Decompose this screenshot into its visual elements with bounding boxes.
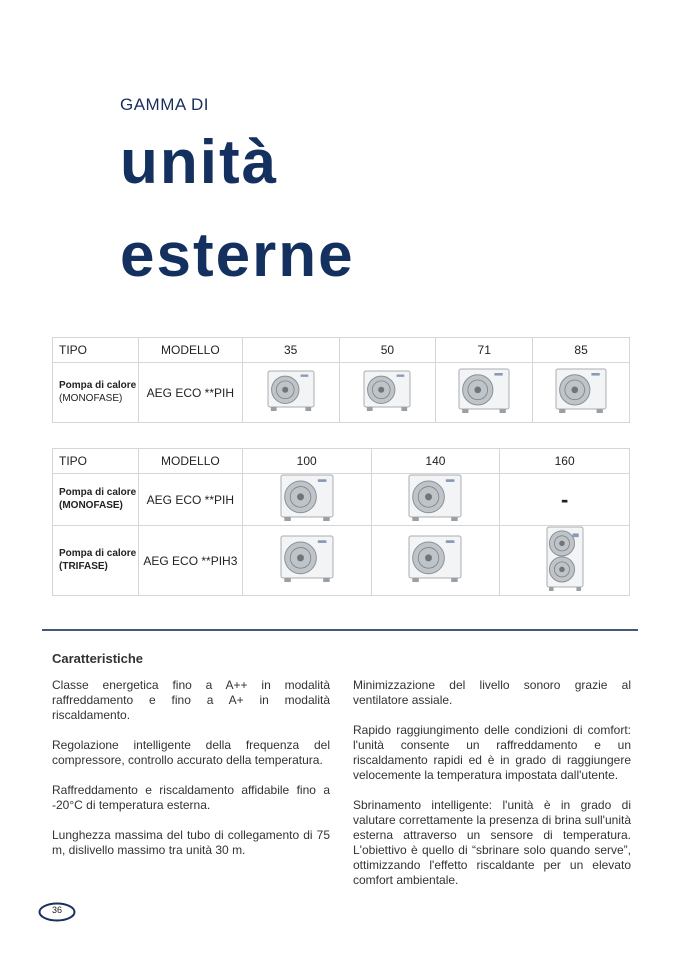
header-modello: MODELLO <box>138 449 242 474</box>
feature-paragraph: Rapido raggiungimento delle condizioni di comfort: l'unità consente un raffreddamento e un riscaldamento rapidi ed è in grado di raggiungere velocemente la temperatura impostata dall'utente. <box>353 723 631 782</box>
page-title-line-1: unità <box>120 128 279 197</box>
header-size: 50 <box>339 338 436 363</box>
feature-paragraph: Lunghezza massima del tubo di collegamento di 75 m, dislivello massimo tra unità 30 m. <box>52 828 330 857</box>
header-size: 140 <box>371 449 500 474</box>
outdoor-unit-image <box>436 363 533 423</box>
outdoor-unit-icon <box>546 526 584 595</box>
table-row <box>53 474 630 526</box>
header-size: 35 <box>242 338 339 363</box>
outdoor-unit-image <box>242 474 371 526</box>
page-number: 36 <box>51 905 62 915</box>
feature-paragraph: Minimizzazione del livello sonoro grazie al ventilatore assiale. <box>353 678 631 707</box>
header-modello: MODELLO <box>138 338 242 363</box>
outdoor-unit-icon <box>458 368 510 417</box>
header-size: 85 <box>533 338 630 363</box>
features-column-left <box>52 678 330 873</box>
outdoor-unit-icon <box>267 370 315 415</box>
outdoor-unit-image <box>371 526 500 596</box>
outdoor-unit-icon <box>280 535 334 586</box>
header-size: 100 <box>242 449 371 474</box>
outdoor-unit-icon <box>280 474 334 525</box>
feature-paragraph: Sbrinamento intelligente: l'unità è in grado di valutare correttamente la presenza di brina sull'unità esterna attraverso un sensore di temperatura. L'obiettivo è quello di “sbrinare solo quando serve”, ottimizzando l'effetto riscaldante per un elevato comfort ambientale. <box>353 798 631 887</box>
row-model: AEG ECO **PIH <box>138 363 242 423</box>
feature-paragraph: Regolazione intelligente della frequenza del compressore, controllo accurato della temperatura. <box>52 738 330 767</box>
row-type: Pompa di calore (MONOFASE) <box>53 363 139 423</box>
models-table-large <box>52 448 630 596</box>
features-title: Caratteristiche <box>52 651 144 666</box>
outdoor-unit-image <box>339 363 436 423</box>
models-table-small <box>52 337 630 423</box>
row-type: Pompa di calore (MONOFASE) <box>53 474 139 526</box>
feature-paragraph: Classe energetica fino a A++ in modalità raffreddamento e fino a A+ in modalità riscaldamento. <box>52 678 330 722</box>
outdoor-unit-icon <box>555 368 607 417</box>
not-available-dash: - <box>500 474 630 526</box>
header-tipo: TIPO <box>53 449 139 474</box>
header-size: 160 <box>500 449 630 474</box>
page-title-line-2: esterne <box>120 221 355 290</box>
page-number-badge <box>38 902 76 922</box>
table-row <box>53 363 630 423</box>
section-kicker: GAMMA DI <box>120 95 210 114</box>
table-header-row <box>53 449 630 474</box>
outdoor-unit-icon <box>408 474 462 525</box>
outdoor-unit-image <box>500 526 630 596</box>
features-column-right <box>353 678 631 903</box>
outdoor-unit-icon <box>363 370 411 415</box>
table-row <box>53 526 630 596</box>
header-tipo: TIPO <box>53 338 139 363</box>
outdoor-unit-icon <box>408 535 462 586</box>
outdoor-unit-image <box>242 363 339 423</box>
row-model: AEG ECO **PIH <box>138 474 242 526</box>
header-size: 71 <box>436 338 533 363</box>
row-type: Pompa di calore (TRIFASE) <box>53 526 139 596</box>
outdoor-unit-image <box>242 526 371 596</box>
feature-paragraph: Raffreddamento e riscaldamento affidabile fino a -20°C di temperatura esterna. <box>52 783 330 812</box>
outdoor-unit-image <box>371 474 500 526</box>
section-divider <box>42 629 638 631</box>
outdoor-unit-image <box>533 363 630 423</box>
table-header-row <box>53 338 630 363</box>
row-model: AEG ECO **PIH3 <box>138 526 242 596</box>
